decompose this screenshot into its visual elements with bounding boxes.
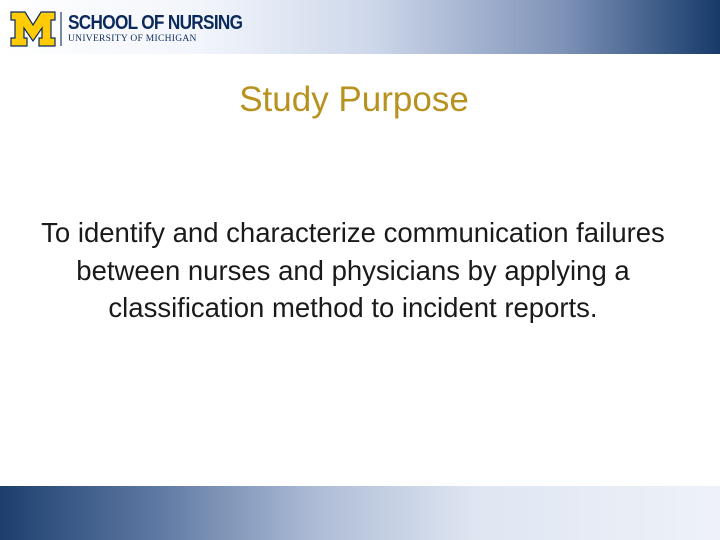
logo-text xyxy=(68,13,271,45)
logo-divider xyxy=(60,12,62,46)
footer-band xyxy=(0,486,720,540)
university-logo xyxy=(10,9,271,49)
school-name: SCHOOL OF NURSING xyxy=(68,12,243,34)
university-name: UNIVERSITY OF MICHIGAN xyxy=(68,34,197,44)
slide-body: To identify and characterize communication failures between nurses and physicians by applying a classification method to incident reports. xyxy=(41,217,665,323)
block-m-icon xyxy=(10,11,56,47)
header-band xyxy=(0,0,720,54)
slide-title: Study Purpose xyxy=(239,80,469,119)
